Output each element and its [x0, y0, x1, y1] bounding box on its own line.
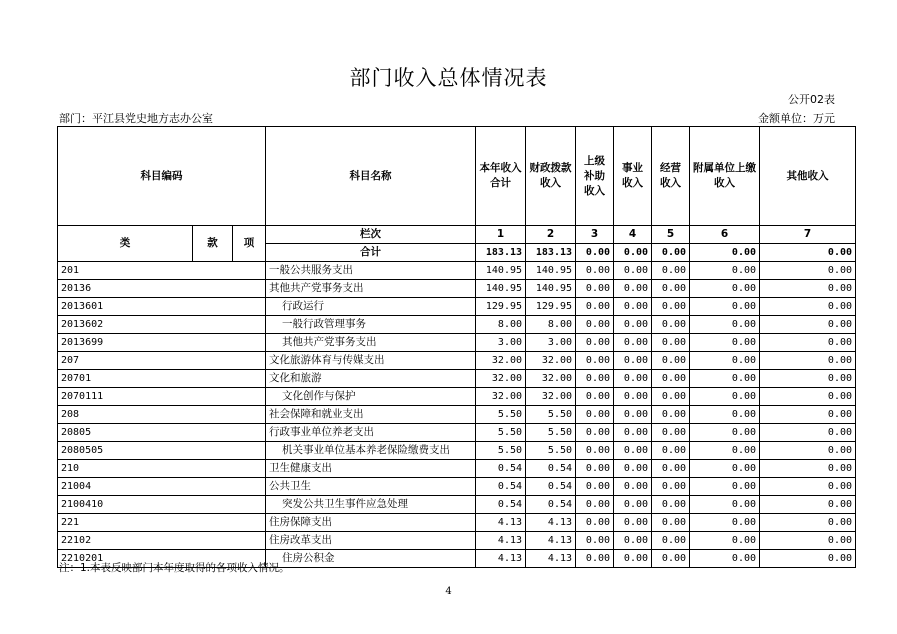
col-num: 1 [476, 226, 526, 244]
value-cell: 140.95 [476, 280, 526, 298]
table-row [58, 316, 856, 334]
table-row [58, 334, 856, 352]
value-cell: 0.54 [526, 496, 576, 514]
value-cell: 0.00 [576, 406, 614, 424]
subject-name-cell: 突发公共卫生事件应急处理 [266, 496, 476, 514]
value-cell: 4.13 [476, 550, 526, 568]
unit-label: 金额单位：万元 [758, 112, 835, 125]
table-row [58, 478, 856, 496]
col1-header: 本年收入合计 [476, 127, 526, 226]
subject-name-cell: 住房公积金 [266, 550, 476, 568]
subject-code-cell: 221 [58, 514, 266, 532]
value-cell: 0.00 [652, 298, 690, 316]
value-cell: 0.00 [652, 460, 690, 478]
value-cell: 0.00 [690, 496, 760, 514]
subject-code-header: 科目编码 [58, 127, 266, 226]
value-cell: 0.00 [576, 388, 614, 406]
subject-name-cell: 其他共产党事务支出 [266, 280, 476, 298]
table-row [58, 460, 856, 478]
value-cell: 32.00 [526, 370, 576, 388]
subject-code-cell: 21004 [58, 478, 266, 496]
value-cell: 0.00 [576, 334, 614, 352]
value-cell: 0.00 [690, 352, 760, 370]
table-body [58, 262, 856, 568]
value-cell: 0.00 [576, 460, 614, 478]
value-cell: 0.00 [576, 316, 614, 334]
value-cell: 0.00 [614, 370, 652, 388]
value-cell: 0.00 [614, 280, 652, 298]
value-cell: 0.00 [652, 424, 690, 442]
value-cell: 5.50 [476, 424, 526, 442]
value-cell: 129.95 [526, 298, 576, 316]
value-cell: 0.00 [614, 496, 652, 514]
value-cell: 0.00 [760, 262, 856, 280]
value-cell: 0.00 [652, 370, 690, 388]
value-cell: 0.00 [614, 262, 652, 280]
table-row [58, 424, 856, 442]
value-cell: 0.00 [652, 334, 690, 352]
subject-code-cell: 20136 [58, 280, 266, 298]
value-cell: 0.00 [690, 334, 760, 352]
subject-name-header: 科目名称 [266, 127, 476, 226]
value-cell: 32.00 [476, 370, 526, 388]
total-cell: 0.00 [652, 244, 690, 262]
value-cell: 0.00 [652, 514, 690, 532]
value-cell: 0.00 [614, 388, 652, 406]
subject-code-cell: 22102 [58, 532, 266, 550]
subject-code-cell: 210 [58, 460, 266, 478]
value-cell: 0.00 [576, 550, 614, 568]
value-cell: 0.00 [614, 316, 652, 334]
department-label: 部门：平江县党史地方志办公室 [59, 112, 213, 125]
total-cell: 183.13 [526, 244, 576, 262]
table-row [58, 370, 856, 388]
value-cell: 0.00 [690, 262, 760, 280]
subject-name-cell: 行政运行 [266, 298, 476, 316]
value-cell: 5.50 [526, 424, 576, 442]
value-cell: 0.00 [760, 370, 856, 388]
table-row [58, 532, 856, 550]
value-cell: 0.00 [690, 280, 760, 298]
value-cell: 0.00 [614, 514, 652, 532]
table-row [58, 406, 856, 424]
value-cell: 32.00 [526, 352, 576, 370]
value-cell: 0.00 [652, 352, 690, 370]
page-title: 部门收入总体情况表 [349, 66, 548, 90]
col5-header: 经营收入 [652, 127, 690, 226]
value-cell: 0.00 [652, 406, 690, 424]
table-row [58, 388, 856, 406]
value-cell: 8.00 [526, 316, 576, 334]
subject-code-cell: 2100410 [58, 496, 266, 514]
col-num: 4 [614, 226, 652, 244]
value-cell: 0.00 [576, 442, 614, 460]
value-cell: 0.00 [614, 550, 652, 568]
value-cell: 0.00 [690, 388, 760, 406]
subject-code-cell: 201 [58, 262, 266, 280]
value-cell: 0.00 [690, 514, 760, 532]
table-row [58, 280, 856, 298]
subject-name-cell: 其他共产党事务支出 [266, 334, 476, 352]
value-cell: 0.00 [614, 532, 652, 550]
total-cell: 0.00 [760, 244, 856, 262]
subject-code-cell: 2013699 [58, 334, 266, 352]
value-cell: 0.00 [614, 406, 652, 424]
value-cell: 0.00 [576, 298, 614, 316]
value-cell: 0.54 [526, 478, 576, 496]
value-cell: 0.00 [760, 388, 856, 406]
subject-name-cell: 文化创作与保护 [266, 388, 476, 406]
total-cell: 0.00 [614, 244, 652, 262]
value-cell: 0.00 [760, 550, 856, 568]
subject-name-cell: 行政事业单位养老支出 [266, 424, 476, 442]
value-cell: 0.54 [476, 496, 526, 514]
value-cell: 0.00 [652, 280, 690, 298]
value-cell: 3.00 [526, 334, 576, 352]
value-cell: 0.00 [690, 460, 760, 478]
table-row [58, 514, 856, 532]
value-cell: 4.13 [476, 532, 526, 550]
table-row [58, 262, 856, 280]
value-cell: 0.00 [690, 424, 760, 442]
col-num: 6 [690, 226, 760, 244]
value-cell: 5.50 [476, 442, 526, 460]
value-cell: 0.00 [652, 388, 690, 406]
page-number: 4 [445, 586, 452, 597]
value-cell: 140.95 [526, 262, 576, 280]
value-cell: 3.00 [476, 334, 526, 352]
value-cell: 0.00 [690, 316, 760, 334]
value-cell: 0.00 [760, 406, 856, 424]
value-cell: 8.00 [476, 316, 526, 334]
subject-code-cell: 2013602 [58, 316, 266, 334]
subject-name-cell: 一般公共服务支出 [266, 262, 476, 280]
value-cell: 0.00 [760, 514, 856, 532]
value-cell: 129.95 [476, 298, 526, 316]
value-cell: 5.50 [476, 406, 526, 424]
subject-name-cell: 机关事业单位基本养老保险缴费支出 [266, 442, 476, 460]
value-cell: 4.13 [526, 532, 576, 550]
value-cell: 0.00 [652, 532, 690, 550]
value-cell: 0.00 [690, 406, 760, 424]
value-cell: 0.00 [614, 442, 652, 460]
value-cell: 0.00 [760, 316, 856, 334]
value-cell: 0.54 [476, 460, 526, 478]
value-cell: 0.00 [760, 352, 856, 370]
value-cell: 0.00 [690, 298, 760, 316]
value-cell: 32.00 [476, 388, 526, 406]
subject-code-cell: 207 [58, 352, 266, 370]
subject-code-cell: 20701 [58, 370, 266, 388]
value-cell: 0.00 [576, 370, 614, 388]
value-cell: 0.00 [576, 532, 614, 550]
value-cell: 0.00 [614, 460, 652, 478]
table-row [58, 442, 856, 460]
value-cell: 0.00 [760, 298, 856, 316]
table-row [58, 352, 856, 370]
col7-header: 其他收入 [760, 127, 856, 226]
value-cell: 0.00 [576, 514, 614, 532]
lanci-label: 栏次 [266, 226, 476, 244]
value-cell: 0.00 [576, 280, 614, 298]
value-cell: 0.00 [690, 442, 760, 460]
value-cell: 0.00 [760, 424, 856, 442]
form-code: 公开02表 [788, 93, 835, 106]
value-cell: 0.00 [760, 496, 856, 514]
lei-header: 类 [58, 226, 193, 262]
value-cell: 0.54 [526, 460, 576, 478]
col4-header: 事业收入 [614, 127, 652, 226]
value-cell: 0.00 [614, 478, 652, 496]
value-cell: 0.00 [652, 478, 690, 496]
subject-name-cell: 住房改革支出 [266, 532, 476, 550]
value-cell: 0.00 [652, 550, 690, 568]
value-cell: 0.00 [690, 478, 760, 496]
col-num: 2 [526, 226, 576, 244]
value-cell: 0.00 [576, 496, 614, 514]
xiang-header: 项 [233, 226, 266, 262]
value-cell: 4.13 [476, 514, 526, 532]
total-cell: 0.00 [576, 244, 614, 262]
value-cell: 0.00 [614, 334, 652, 352]
value-cell: 0.00 [690, 532, 760, 550]
subject-code-cell: 2013601 [58, 298, 266, 316]
value-cell: 0.00 [652, 316, 690, 334]
kuan-header: 款 [193, 226, 233, 262]
value-cell: 0.00 [690, 370, 760, 388]
col-num: 7 [760, 226, 856, 244]
value-cell: 4.13 [526, 514, 576, 532]
value-cell: 0.00 [576, 478, 614, 496]
subject-name-cell: 一般行政管理事务 [266, 316, 476, 334]
subject-name-cell: 文化和旅游 [266, 370, 476, 388]
col2-header: 财政拨款收入 [526, 127, 576, 226]
value-cell: 0.00 [760, 334, 856, 352]
value-cell: 0.00 [614, 352, 652, 370]
value-cell: 0.00 [760, 532, 856, 550]
value-cell: 0.00 [576, 352, 614, 370]
value-cell: 0.00 [614, 424, 652, 442]
value-cell: 0.00 [614, 298, 652, 316]
footnote: 注：1.本表反映部门本年度取得的各项收入情况。 [59, 562, 290, 574]
value-cell: 0.00 [652, 496, 690, 514]
subject-name-cell: 住房保障支出 [266, 514, 476, 532]
total-cell: 183.13 [476, 244, 526, 262]
table-row [58, 496, 856, 514]
header-row [58, 127, 856, 226]
col3-header: 上级补助收入 [576, 127, 614, 226]
value-cell: 0.00 [652, 262, 690, 280]
value-cell: 5.50 [526, 406, 576, 424]
value-cell: 0.00 [760, 478, 856, 496]
value-cell: 0.00 [760, 460, 856, 478]
value-cell: 4.13 [526, 550, 576, 568]
subject-name-cell: 卫生健康支出 [266, 460, 476, 478]
subject-code-cell: 2210201 [58, 550, 266, 568]
value-cell: 140.95 [526, 280, 576, 298]
value-cell: 0.00 [576, 262, 614, 280]
total-cell: 0.00 [690, 244, 760, 262]
heji-label: 合计 [266, 244, 476, 262]
table-row [58, 298, 856, 316]
subject-name-cell: 社会保障和就业支出 [266, 406, 476, 424]
value-cell: 5.50 [526, 442, 576, 460]
subject-code-cell: 208 [58, 406, 266, 424]
subject-name-cell: 公共卫生 [266, 478, 476, 496]
lanci-row [58, 226, 856, 244]
col-num: 3 [576, 226, 614, 244]
value-cell: 0.00 [760, 442, 856, 460]
value-cell: 0.00 [652, 442, 690, 460]
value-cell: 32.00 [476, 352, 526, 370]
subject-code-cell: 2070111 [58, 388, 266, 406]
value-cell: 0.00 [576, 424, 614, 442]
subject-code-cell: 2080505 [58, 442, 266, 460]
value-cell: 0.00 [760, 280, 856, 298]
income-table [57, 126, 856, 568]
subject-name-cell: 文化旅游体育与传媒支出 [266, 352, 476, 370]
value-cell: 140.95 [476, 262, 526, 280]
value-cell: 32.00 [526, 388, 576, 406]
subject-code-cell: 20805 [58, 424, 266, 442]
value-cell: 0.54 [476, 478, 526, 496]
value-cell: 0.00 [690, 550, 760, 568]
col-num: 5 [652, 226, 690, 244]
col6-header: 附属单位上缴收入 [690, 127, 760, 226]
